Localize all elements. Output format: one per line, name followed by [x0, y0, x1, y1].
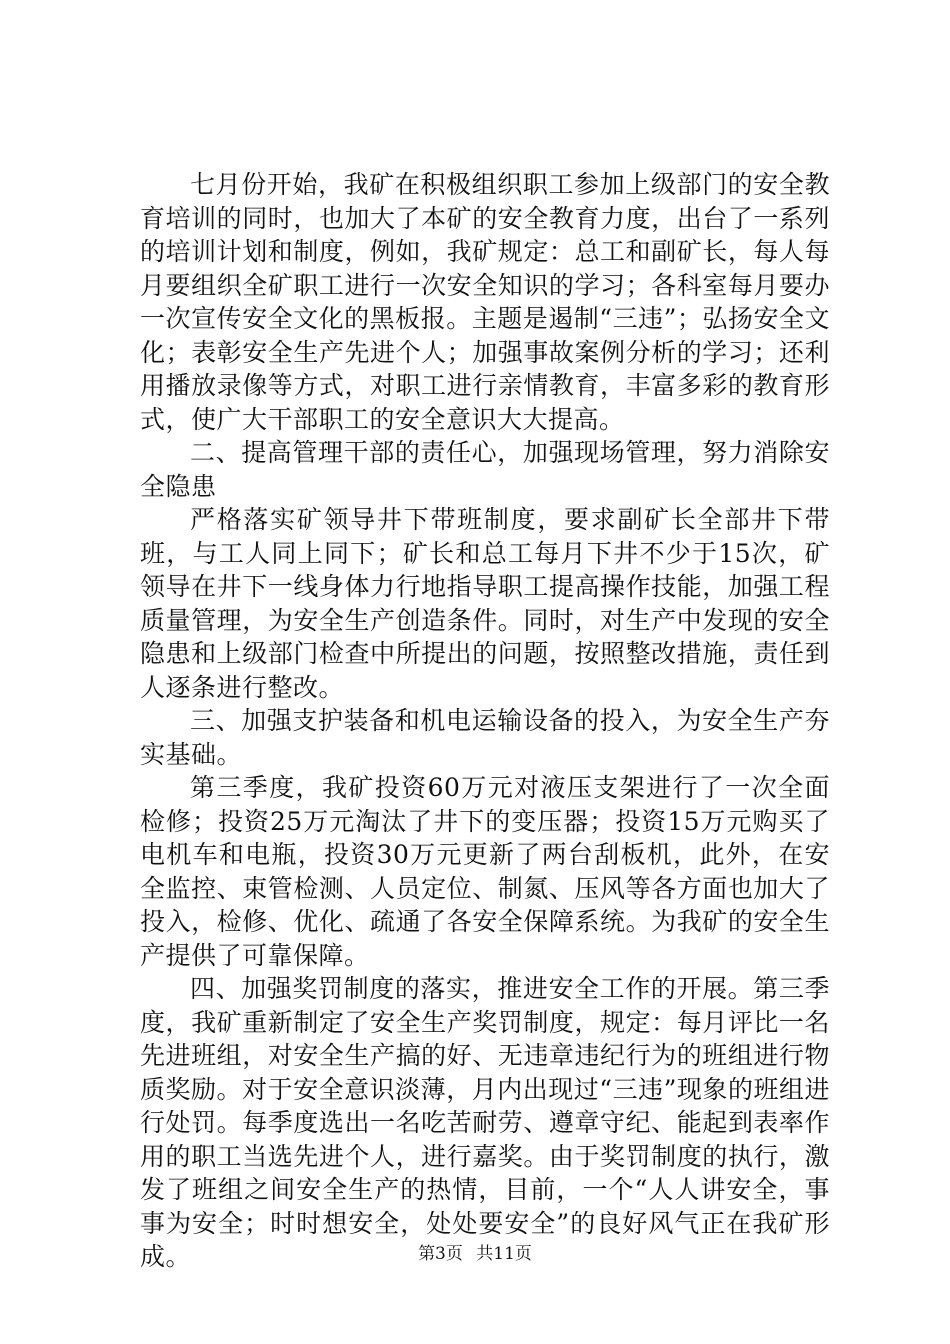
paragraph-education: 七月份开始，我矿在积极组织职工参加上级部门的安全教育培训的同时，也加大了本矿的安全教育力度，出台了一系列的培训计划和制度，例如，我矿规定：总工和副矿长，每人每月要组织全矿职工进行一次安全知识的学习；各科室每月要办一次宣传安全文化的黑板报。主题是遏制“三违”；弘扬安全文化；表彰安全生产先进个人；加强事故案例分析的学习；还利用播放录像等方式，对职工进行亲情教育，丰富多彩的教育形式，使广大干部职工的安全意识大大提高。: [140, 170, 830, 434]
heading-section-2: 二、提高管理干部的责任心，加强现场管理，努力消除安全隐患: [140, 438, 830, 501]
paragraph-investment: 第三季度，我矿投资60万元对液压支架进行了一次全面检修；投资25万元淘汰了井下的变压器；投资15万元购买了电机车和电瓶，投资30万元更新了两台刮板机，此外，在安全监控、束管检测、人员定位、制氮、压风等各方面也加大了投入，检修、优化、疏通了各安全保障系统。为我矿的安全生产提供了可靠保障。: [140, 773, 830, 970]
paragraph-rewards: 四、加强奖罚制度的落实，推进安全工作的开展。第三季度，我矿重新制定了安全生产奖罚制度，规定：每月评比一名先进班组，对安全生产搞的好、无违章违纪行为的班组进行物质奖励。对于安全意识淡薄，月内出现过“三违”现象的班组进行处罚。每季度选出一名吃苦耐劳、遵章守纪、能起到表率作用的职工当选先进个人，进行嘉奖。由于奖罚制度的执行，激发了班组之间安全生产的热情，目前，一个“人人讲安全，事事为安全；时时想安全，处处要安全”的良好风气正在我矿形成。: [140, 974, 830, 1271]
paragraph-management: 严格落实矿领导井下带班制度，要求副矿长全部井下带班，与工人同上同下；矿长和总工每月下井不少于15次，矿领导在井下一线身体力行地指导职工提高操作技能，加强工程质量管理，为安全生产创造条件。同时，对生产中发现的安全隐患和上级部门检查中所提出的问题，按照整改措施，责任到人逐条进行整改。: [140, 505, 830, 702]
page-number-total: 共11页: [476, 1244, 532, 1264]
document-body: [140, 168, 830, 1274]
heading-section-3: 三、加强支护装备和机电运输设备的投入，为安全生产夯实基础。: [140, 706, 830, 769]
page-footer: [0, 1242, 950, 1266]
page-number-current: 第3页: [418, 1244, 463, 1264]
